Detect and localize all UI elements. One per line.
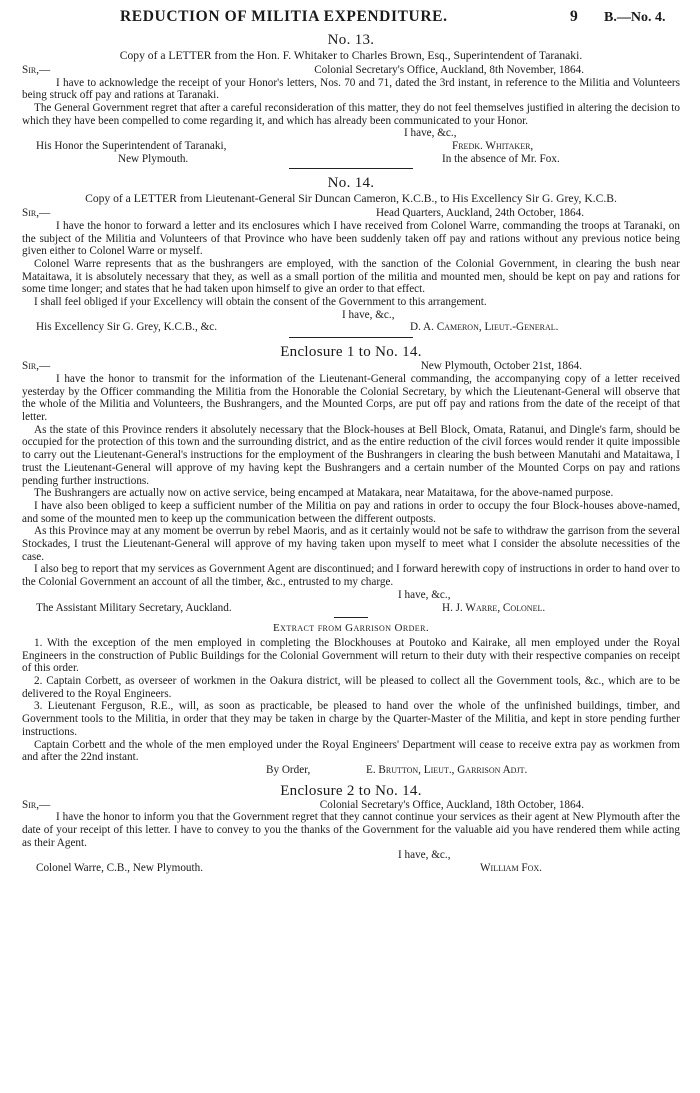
addressee: New Plymouth. <box>118 152 189 165</box>
section-divider <box>334 617 368 618</box>
letter-no-13 <box>22 32 680 169</box>
paragraph: I have to acknowledge the receipt of your Honor's letters, Nos. 70 and 71, dated the 3rd instant, in reference to the Militia and Volunteers being struck off pay and rations at Taranaki. <box>22 76 680 102</box>
paragraph: The Bushrangers are actually now on active service, being encamped at Matakara, near Mataitawa, for the above-named purpose. <box>34 487 614 500</box>
enclosure-1 <box>22 344 680 618</box>
paragraph: I also beg to report that my services as Government Agent are discontinued; and I forward herewith copy of instructions in order to hand over to the Colonial Government an account of all the timber, &c., entrusted to my charge. <box>22 563 680 589</box>
signature: Fredk. Whitaker, <box>452 140 534 152</box>
paragraph: I have the honor to forward a letter and its enclosures which I have received from Colonel Warre, commanding the troops at Taranaki, on the subject of the Militia and Volunteers of that Province who have been suddenly taken off pay and rations without any previous notice being given either to Colonel Warre or myself. <box>22 219 680 258</box>
paragraph: 2. Captain Corbett, as overseer of workmen in the Oakura district, will be pleased to collect all the Government tools, &c., which are to be delivered to the Royal Engineers. <box>22 675 680 700</box>
page-header <box>22 10 680 32</box>
salutation: Sir,— <box>22 63 51 76</box>
signature: E. Brutton, Lieut., Garrison Adjt. <box>366 763 528 776</box>
paragraph: The General Government regret that after a careful reconsideration of this matter, they do not feel themselves justified in altering the decision to which they have been compelled to come regarding it, and which has already been communicated to your Honor. <box>22 101 680 127</box>
addressee: His Honor the Superintendent of Taranaki, <box>36 140 227 152</box>
letter-head <box>22 64 680 77</box>
garrison-order-extract <box>22 622 680 782</box>
letter-caption: Copy of a LETTER from Lieutenant-General Sir Duncan Cameron, K.C.B., to His Excellency Sir G. Grey, K.C.B. <box>85 192 617 206</box>
paragraph: Colonel Warre represents that as the bushrangers are employed, with the sanction of the Colonial Government, in clearing the bush near Mataitawa, it is absolutely necessary that they, as well as a small portion of the militia and mounted men, should be kept on pay and rations for some time longer; and states that he had taken upon himself to give an order to that effect. <box>22 257 680 296</box>
addressee: Colonel Warre, C.B., New Plymouth. <box>36 862 204 875</box>
closing: I have, &c., <box>342 308 395 321</box>
document-page <box>22 10 680 875</box>
closing: I have, &c., <box>404 127 457 140</box>
addressee: His Excellency Sir G. Grey, K.C.B., &c. <box>36 321 218 334</box>
section-heading: No. 13. <box>327 32 375 48</box>
section-divider <box>289 168 413 169</box>
section-heading: Enclosure 2 to No. 14. <box>280 782 422 799</box>
addressee: The Assistant Military Secretary, Auckland. <box>36 601 232 614</box>
signature: D. A. Cameron, Lieut.-General. <box>410 321 559 334</box>
salutation: Sir,— <box>22 207 51 220</box>
section-heading: Enclosure 1 to No. 14. <box>280 344 422 361</box>
paragraph: I have the honor to transmit for the information of the Lieutenant-General commanding, the accompanying copy of a letter received yesterday by the Officer commanding the Militia from the Honorable the Colonial Secretary, by which the Lieutenant-General will observe that the whole of the Militia and Volunteers, the Bushrangers, and the Mounted Corps, are put off pay and rations from the date of the receipt of that letter. <box>22 372 680 423</box>
letter-address: Head Quarters, Auckland, 24th October, 1864. <box>375 207 584 220</box>
paragraph: 3. Lieutenant Ferguson, R.E., will, as soon as practicable, be pleased to hand over the whole of the unfinished buildings, timber, and Government tools to the Militia, in order that they may be taken in charge by the Quarter-Master of the Militia, and kept in store pending further instructions. <box>22 700 680 738</box>
paragraph: 1. With the exception of the men employed in completing the Blockhouses at Poutoko and Kairake, all men employed under the Royal Engineers in the construction of Public Buildings for the Colonial Government will return to their duty with their respective companies on receipt of this order. <box>22 636 680 675</box>
section-divider <box>289 337 413 338</box>
paragraph: I shall feel obliged if your Excellency will obtain the consent of the Government to this arrangement. <box>34 296 487 309</box>
letter-address: Colonial Secretary's Office, Auckland, 18th October, 1864. <box>319 798 584 811</box>
paragraph: Captain Corbett and the whole of the men employed under the Royal Engineers' Department will cease to receive extra pay as workmen from and after the 22nd instant. <box>22 738 680 764</box>
document-reference: B.—No. 4. <box>604 10 666 25</box>
signature-note: In the absence of Mr. Fox. <box>442 152 560 165</box>
closing: I have, &c., <box>398 588 451 601</box>
paragraph: As the state of this Province renders it absolutely necessary that the Block-houses at Bell Block, Omata, Ratanui, and Dingle's farm, should be occupied for the protection of this town and the surrounding district, and as the entire reduction of the civil forces would render it quite impossible to carry out the Lieutenant-General's instructions for the employment of the Bushrangers in clearing the bush between Manutahi and Mataitawa, I trust the Lieutenant-General will approve of my having kept the Bushrangers and a certain number of the Mounted Corps on pay and rations pending further instructions. <box>22 423 680 487</box>
enclosure-2 <box>22 783 680 875</box>
salutation: Sir,— <box>22 798 51 811</box>
extract-heading: Extract from Garrison Order. <box>273 622 429 635</box>
closing: I have, &c., <box>398 849 451 862</box>
signature: H. J. Warre, Colonel. <box>442 601 546 614</box>
letter-caption: Copy of a LETTER from the Hon. F. Whitaker to Charles Brown, Esq., Superintendent of Taranaki. <box>119 49 583 62</box>
page-number: 9 <box>570 8 578 25</box>
running-title: REDUCTION OF MILITIA EXPENDITURE. <box>120 8 448 25</box>
paragraph: I have also been obliged to keep a sufficient number of the Militia on pay and rations in order to occupy the four Block-houses above-named, and some of the mounted men to keep up the communication between the different outposts. <box>22 499 680 525</box>
signature: William Fox. <box>480 862 542 875</box>
letter-no-14 <box>22 175 680 338</box>
salutation: Sir,— <box>22 360 51 373</box>
letter-head <box>22 360 680 373</box>
by-order: By Order, <box>266 763 311 776</box>
paragraph: I have the honor to inform you that the Government regret that they cannot continue your services as their agent at New Plymouth after the date of your receipt of this letter. I have to convey to you the thanks of the Government for the valuable aid you have rendered them while acting as their Agent. <box>22 811 680 849</box>
letter-address: Colonial Secretary's Office, Auckland, 8th November, 1864. <box>314 63 584 76</box>
letter-head <box>22 799 680 812</box>
paragraph: As this Province may at any moment be overrun by rebel Maoris, and as it certainly would not be safe to withdraw the garrison from the several Stockades, I trust the Lieutenant-General will approve of my having taken upon myself to meet what I consider the absolute necessities of the case. <box>22 525 680 563</box>
letter-head <box>22 207 680 220</box>
letter-address: New Plymouth, October 21st, 1864. <box>420 360 582 373</box>
section-heading: No. 14. <box>327 175 375 192</box>
